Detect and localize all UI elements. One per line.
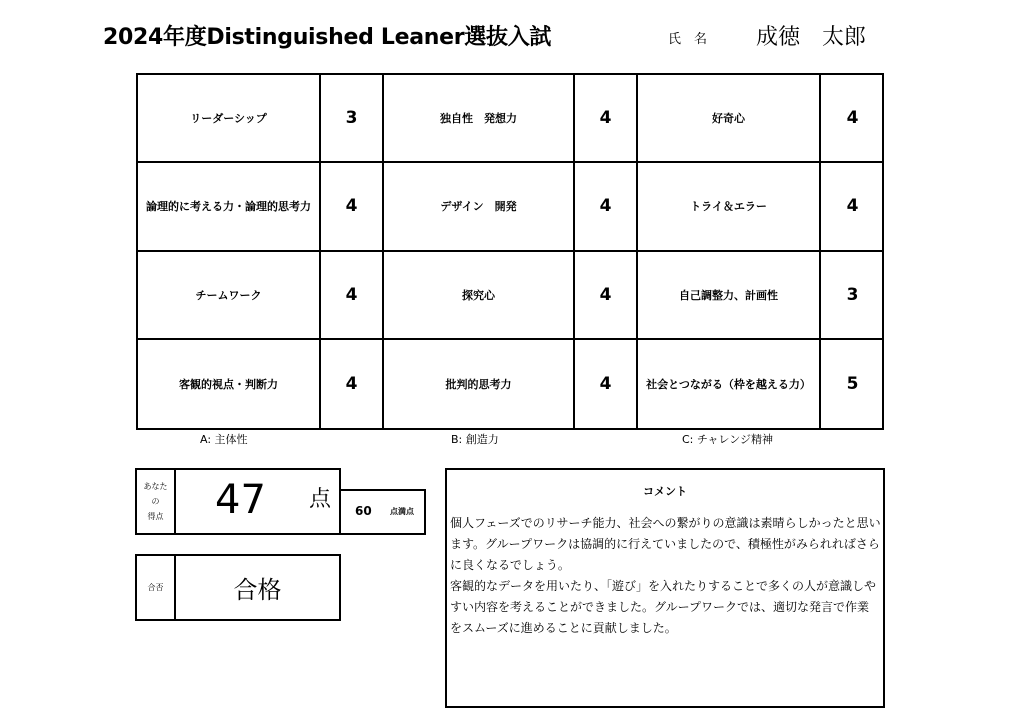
- criterion-label: 好奇心: [638, 75, 821, 163]
- criterion-score: 4: [321, 340, 384, 428]
- criterion-label: 論理的に考える力・論理的思考力: [138, 163, 321, 251]
- comment-body: [450, 513, 881, 639]
- criterion-label: リーダーシップ: [138, 75, 321, 163]
- criterion-score: 5: [846, 373, 859, 394]
- criterion-score: 4: [575, 252, 638, 340]
- criterion-label: 自己調整力、計画性: [638, 252, 821, 340]
- criterion-score: 4: [821, 163, 884, 251]
- evaluation-grid: [136, 73, 884, 430]
- score-box: [135, 468, 341, 535]
- result-label: 合否: [137, 556, 176, 619]
- full-score-box: [339, 489, 426, 535]
- comment-heading: コメント: [643, 485, 687, 498]
- criterion-label: 批判的思考力: [384, 340, 575, 428]
- group-label-a: A: 主体性: [200, 433, 248, 446]
- comment-box: [445, 468, 885, 708]
- criterion-score: 4: [575, 75, 638, 163]
- criterion-score: 3: [821, 252, 884, 340]
- group-label-c: C: チャレンジ精神: [682, 433, 774, 446]
- criterion-score: 4: [321, 163, 384, 251]
- score-unit: 点: [309, 487, 332, 512]
- criterion-score: 3: [321, 75, 384, 163]
- criterion-label: 客観的視点・判断力: [138, 340, 321, 428]
- full-score-value: 60: [355, 504, 372, 518]
- criterion-label: トライ＆エラー: [638, 163, 821, 251]
- criterion-label: 独自性 発想力: [384, 75, 575, 163]
- result-box: [135, 554, 341, 621]
- criterion-label: 探究心: [384, 252, 575, 340]
- comment-paragraph: 客観的なデータを用いたり、「遊び」を入れたりすることで多くの人が意識しやすい内容を考えることができました。グループワークでは、適切な発言で作業をスムーズに進めることに貢献しました。: [450, 579, 877, 635]
- score-label: あなた の 得点: [137, 470, 176, 533]
- name-label: 氏 名: [668, 32, 708, 47]
- comment-paragraph: 個人フェーズでのリサーチ能力、社会への繋がりの意識は素晴らしかったと思います。グループワークは協調的に行えていましたので、積極性がみられればさらに良くなるでしょう。: [450, 516, 881, 572]
- result-value: 合格: [233, 576, 282, 604]
- student-name: 成徳 太郎: [756, 25, 867, 50]
- criterion-label: デザイン 開発: [384, 163, 575, 251]
- group-label-b: B: 創造力: [451, 433, 499, 446]
- criterion-label: 社会とつながる（枠を越える力）: [638, 340, 821, 428]
- criterion-score: 4: [575, 163, 638, 251]
- full-score-label: 点満点: [390, 507, 414, 516]
- criterion-score: 4: [821, 75, 884, 163]
- exam-title: 2024年度Distinguished Leaner選抜入試: [103, 25, 552, 50]
- criterion-score: 4: [321, 252, 384, 340]
- score-value: 47: [215, 477, 266, 523]
- criterion-score: 4: [575, 340, 638, 428]
- criterion-label: チームワーク: [138, 252, 321, 340]
